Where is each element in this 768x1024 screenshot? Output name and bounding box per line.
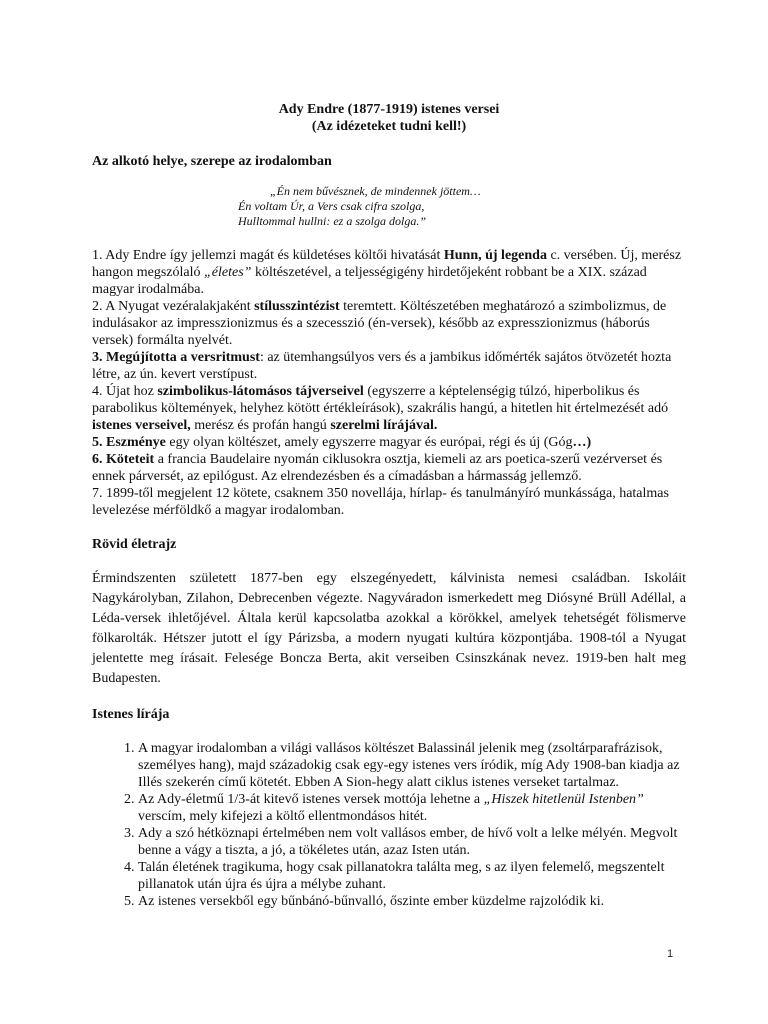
document-title: [92, 101, 686, 135]
point-2-text-2: teremtett. Költészetében meghatározó a szimbolizmus, de indulásakor az impresszionizmus és a szecesszió (én-versek), később az expresszionizmus (háborús versek) formálta nyelvét.: [92, 299, 667, 348]
list-item: 3. Ady a szó hétköznapi értelmében nem volt vallásos ember, de hívő volt a lelke mélyén. Megvolt benne a vágy a tiszta, a jó, a tökéletes után, azaz Isten után.: [138, 825, 686, 859]
point-4-text-2: (egyszerre a képtelenségig túlzó, hiperbolikus és parabolikus költemények, helyhez kötött értékleírások), szakrális hangú, a hitetlen hit értelmezését adó: [92, 384, 669, 416]
list-item: 4. Talán életének tragikuma, hogy csak pillanatokra találta meg, s az ilyen felemelő, megszentelt pillanatok után újra és újra a mélybe zuhant.: [138, 859, 686, 893]
list-item: [138, 791, 686, 825]
list-item-text-2: verscím, mely kifejezi a költő ellentmondásos hitét.: [138, 809, 428, 824]
point-3-bold: 3. Megújította a versritmust: [92, 350, 260, 365]
title-line-2: (Az idézeteket tudni kell!): [311, 119, 467, 134]
motto-line-1: „Én nem bűvésznek, de mindennek jöttem…: [270, 184, 481, 198]
point-4-text-3: merész és profán hangú: [190, 418, 331, 433]
numbered-points: [92, 247, 686, 519]
motto-line-3: Hulltommal hullni: ez a szolga dolga.”: [238, 214, 427, 228]
list-item: 5. Az istenes versekből egy bűnbánó-bűnvalló, őszinte ember küzdelme rajzolódik ki.: [138, 893, 686, 910]
point-2: [92, 298, 686, 349]
section-heading-religious-poetry: Istenes lírája: [92, 707, 170, 722]
religious-poetry-list: [92, 740, 686, 910]
point-6-bold: 6. Köteteit: [92, 452, 155, 467]
point-4-bold-2: istenes verseivel,: [92, 418, 191, 433]
point-2-bold: stílusszintézist: [254, 299, 340, 314]
point-1-text-2: c. versében. Új, merész hangon megszólaló: [92, 248, 682, 280]
point-5-bold-2: …): [572, 435, 592, 450]
section-heading-role: Az alkotó helye, szerepe az irodalomban: [92, 154, 332, 169]
point-1-text: 1. Ady Endre így jellemzi magát és küldetéses költői hivatását: [92, 248, 444, 263]
point-1: [92, 247, 686, 298]
point-4: [92, 383, 686, 434]
point-6: [92, 451, 686, 485]
motto-quote: [238, 184, 686, 229]
point-5-bold: 5. Eszménye: [92, 435, 166, 450]
point-5-text: egy olyan költészet, amely egyszerre magyar és európai, régi és új (Góg: [165, 435, 573, 450]
point-5: [92, 434, 686, 451]
point-4-bold-3: szerelmi lírájával.: [330, 418, 438, 433]
point-1-bold: Hunn, új legenda: [443, 248, 547, 263]
point-7: 7. 1899-től megjelent 12 kötete, csaknem 350 novellája, hírlap- és tanulmányíró munkássága, hatalmas levelezése mérföldkő a magyar irodalomban.: [92, 486, 669, 518]
point-4-text: 4. Újat hoz: [92, 384, 158, 399]
page-number: 1: [667, 948, 674, 960]
list-item-italic: „Hiszek hitetlenül Istenben”: [483, 792, 644, 807]
section-heading-biography: Rövid életrajz: [92, 537, 177, 552]
motto-line-2: Én voltam Úr, a Vers csak cifra szolga,: [238, 199, 425, 213]
list-item-text: Az Ady-életmű 1/3-át kitevő istenes versek mottója lehetne a: [138, 792, 484, 807]
point-4-bold: szimbolikus-látomásos tájverseivel: [157, 384, 364, 399]
point-1-text-3: költészetével, a teljességigény hirdetőjeként robbant be a XIX. század magyar irodalmába.: [92, 265, 647, 297]
title-line-1: Ady Endre (1877-1919) istenes versei: [278, 102, 500, 117]
document-body: [92, 101, 686, 910]
point-1-italic: „életes”: [203, 265, 252, 280]
point-3-text: : az ütemhangsúlyos vers és a jambikus időmérték sajátos ötvözetét hozta létre, az ún. kevert verstípust.: [92, 350, 672, 382]
list-item: 1. A magyar irodalomban a világi vallásos költészet Balassinál jelenik meg (zsoltárparafrázisok, személyes hang), majd századokig csak egy-egy istenes vers íródik, míg Ady 1908-ban kiadja az Illés szekerén című kötetét. Ebben A Sion-hegy alatt ciklus istenes verseket tartalmaz.: [138, 740, 686, 791]
biography-paragraph: Érmindszenten született 1877-ben egy elszegényedett, kálvinista nemesi családban. Iskoláit Nagykárolyban, Zilahon, Debrecenben végezte. Nagyváradon ismerkedett meg Diósyné Brüll Adéllal, a Léda-versek ihletőjével. Általa kerül kapcsolatba azokkal a körökkel, amelyek tehetségét fölismerve fölkarolták. Hétszer jutott el így Párizsba, a modern nyugati kultúra központjába. 1908-tól a Nyugat jelentette meg írásait. Felesége Boncza Berta, akit verseiben Csinszkának nevez. 1919-ben halt meg Budapesten.: [92, 571, 686, 686]
point-2-text: 2. A Nyugat vezéralakjaként: [92, 299, 255, 314]
point-3: [92, 349, 686, 383]
point-6-text: a francia Baudelaire nyomán ciklusokra osztja, kiemeli az ars poetica-szerű vezérverset és ennek párversét, az epilógust. Az elrendezésben és a címadásban a hármasság jellemző.: [92, 452, 663, 484]
